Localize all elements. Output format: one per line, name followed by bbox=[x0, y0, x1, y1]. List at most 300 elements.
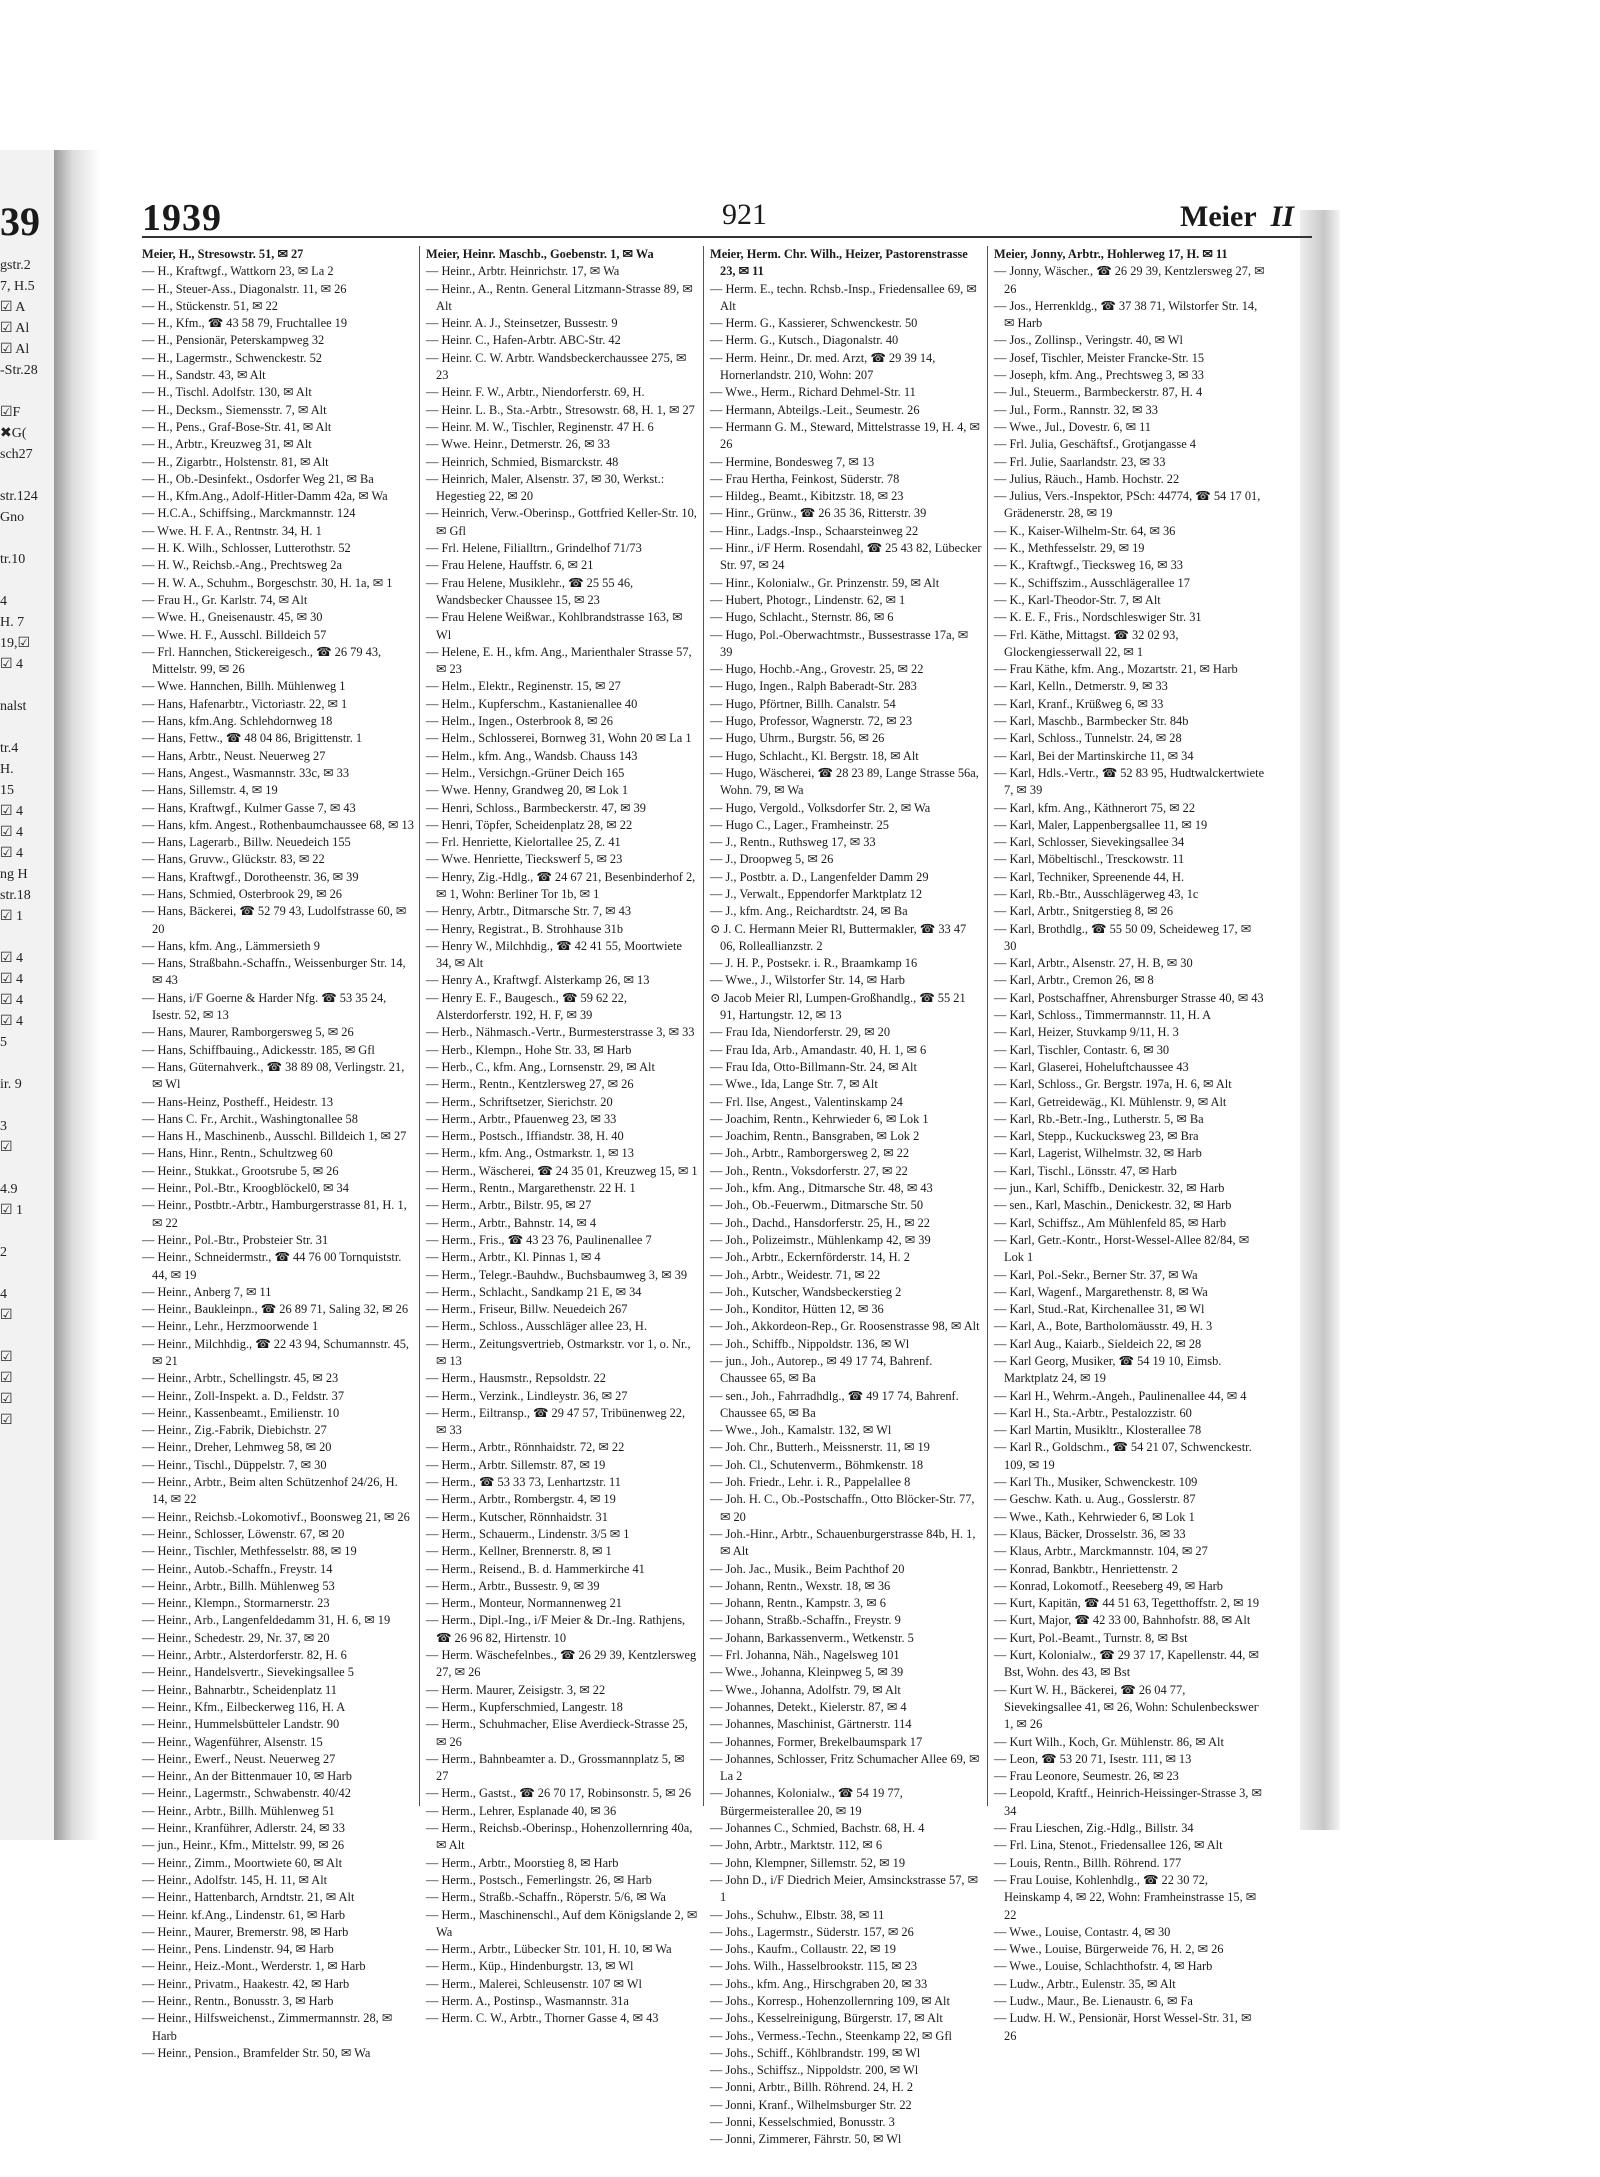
directory-entry: — Kurt, Kolonialw., ☎ 29 37 17, Kapellenstr. 44, ✉ Bst, Wohn. des 43, ✉ Bst bbox=[994, 1648, 1259, 1680]
directory-entry: — Joh., Arbtr., Ramborgersweg 2, ✉ 22 bbox=[710, 1146, 910, 1161]
directory-entry: — Johannes, Schlosser, Fritz Schumacher Allee 69, ✉ La 2 bbox=[710, 1751, 980, 1784]
directory-entry: — Frau Helene Weißwar., Kohlbrandstrasse 163, ✉ Wl bbox=[426, 610, 683, 642]
directory-entry: — Joh., Dachd., Hansdorferstr. 25, H., ✉ 22 bbox=[710, 1215, 930, 1230]
directory-entry: — Karl, Stepp., Kuckucksweg 23, ✉ Bra bbox=[994, 1129, 1199, 1144]
directory-entry: — Karl, Stud.-Rat, Kirchenallee 31, ✉ Wl bbox=[994, 1302, 1205, 1317]
directory-entry: — Karl, Bei der Martinskirche 11, ✉ 34 bbox=[994, 748, 1194, 763]
directory-entry: — Heinrich, Verw.-Oberinsp., Gottfried Keller-Str. 10, ✉ Gfl bbox=[426, 506, 697, 538]
directory-entry: — John, Arbtr., Marktstr. 112, ✉ 6 bbox=[710, 1838, 883, 1853]
directory-entry: — Heinr., Baukleinpn., ☎ 26 89 71, Saling 32, ✉ 26 bbox=[142, 1302, 409, 1317]
directory-entry: — Frau Helene, Musiklehr., ☎ 25 55 46, Wandsbecker Chaussee 15, ✉ 23 bbox=[426, 575, 634, 607]
directory-entry: — Herm., Lehrer, Esplanade 40, ✉ 36 bbox=[426, 1803, 617, 1818]
directory-entry: — jun., Heinr., Kfm., Mittelstr. 99, ✉ 26 bbox=[142, 1838, 345, 1853]
directory-entry: — Hugo, Pol.-Oberwachtmstr., Bussestrasse 17a, ✉ 39 bbox=[710, 627, 969, 659]
directory-entry: — Joachim, Rentn., Bansgraben, ✉ Lok 2 bbox=[710, 1129, 920, 1144]
directory-entry: — Jonny, Wäscher., ☎ 26 29 39, Kentzlersweg 27, ✉ 26 bbox=[994, 264, 1265, 296]
directory-entry: — Hans-Heinz, Postheff., Heidestr. 13 bbox=[142, 1094, 334, 1109]
directory-entry: — Johs., Vermess.-Techn., Steenkamp 22, ✉ Gfl bbox=[710, 2028, 952, 2043]
directory-entry: — Jonni, Kesselschmied, Bonusstr. 3 bbox=[710, 2115, 895, 2130]
directory-entry: — Herm., Schauerm., Lindenstr. 3/5 ✉ 1 bbox=[426, 1526, 630, 1541]
directory-entry: — Hans, kfm. Ang., Lämmersieth 9 bbox=[142, 938, 320, 953]
directory-entry: — Heinr., Bahnarbtr., Scheidenplatz 11 bbox=[142, 1682, 337, 1697]
directory-entry: — Hinr., Grünw., ☎ 26 35 36, Ritterstr. 39 bbox=[710, 506, 927, 521]
directory-entry: — Ludw., Maur., Be. Lienaustr. 6, ✉ Fa bbox=[994, 1993, 1193, 2008]
directory-entry: — Hans, Arbtr., Neust. Neuerweg 27 bbox=[142, 748, 326, 763]
directory-column-2 bbox=[426, 246, 704, 2026]
directory-entry: — Heinr., Arbtr., Beim alten Schützenhof 24/26, H. 14, ✉ 22 bbox=[142, 1475, 398, 1507]
previous-page-year: 39 bbox=[0, 199, 40, 244]
directory-entry: — Karl, Kranf., Krüßweg 6, ✉ 33 bbox=[994, 696, 1164, 711]
directory-entry: — Herm., Monteur, Normannenweg 21 bbox=[426, 1596, 622, 1611]
directory-entry: — Karl, Techniker, Spreenende 44, H. bbox=[994, 869, 1185, 884]
directory-entry: — Herm., Rentn., Kentzlersweg 27, ✉ 26 bbox=[426, 1077, 634, 1092]
directory-column-3 bbox=[710, 246, 988, 2147]
directory-entry: — K., Methfesselstr. 29, ✉ 19 bbox=[994, 541, 1145, 556]
directory-entry: — Karl H., Wehrm.-Angeh., Paulinenallee 44, ✉ 4 bbox=[994, 1388, 1247, 1403]
directory-entry: — Joh., Arbtr., Eckernförderstr. 14, H. 2 bbox=[710, 1250, 910, 1265]
directory-entry: — Joh. Chr., Butterh., Meissnerstr. 11, ✉ 19 bbox=[710, 1440, 930, 1455]
directory-entry: — Joh., Arbtr., Weidestr. 71, ✉ 22 bbox=[710, 1267, 881, 1282]
directory-entry: — Heinr. kf.Ang., Lindenstr. 61, ✉ Harb bbox=[142, 1907, 346, 1922]
directory-entry: — Herm., Arbtr., Lübecker Str. 101, H. 10, ✉ Wa bbox=[426, 1942, 672, 1957]
directory-entry: — Heinr., Zimm., Moortwiete 60, ✉ Alt bbox=[142, 1855, 343, 1870]
directory-entry: — Heinr., A., Rentn. General Litzmann-Strasse 89, ✉ Alt bbox=[426, 281, 693, 313]
directory-entry: — Jos., Herrenkldg., ☎ 37 38 71, Wilstorfer Str. 14, ✉ Harb bbox=[994, 298, 1258, 331]
directory-entry: — sen., Joh., Fahrradhdlg., ☎ 49 17 74, Bahrenf. Chaussee 65, ✉ Ba bbox=[710, 1388, 959, 1420]
directory-entry: — Heinr., Lagermstr., Schwabenstr. 40/42 bbox=[142, 1786, 351, 1801]
directory-entry: — Heinr., Kassenbeamt., Emilienstr. 10 bbox=[142, 1405, 340, 1420]
directory-entry: — Klaus, Arbtr., Marckmannstr. 104, ✉ 27 bbox=[994, 1544, 1208, 1559]
directory-entry: — Wwe., Louise, Bürgerweide 76, H. 2, ✉ 26 bbox=[994, 1942, 1224, 1957]
directory-entry: — Hans, Lagerarb., Billw. Neuedeich 155 bbox=[142, 835, 351, 850]
directory-entry: — Frau Helene, Hauffstr. 6, ✉ 21 bbox=[426, 558, 594, 573]
directory-entry: — Wwe. H. F., Ausschl. Billdeich 57 bbox=[142, 627, 327, 642]
directory-entry: — H. W., Reichsb.-Ang., Prechtsweg 2a bbox=[142, 558, 342, 573]
directory-entry: — Herm., Postsch., Iffiandstr. 38, H. 40 bbox=[426, 1129, 624, 1144]
directory-entry: — Karl, Getreidewäg., Kl. Mühlenstr. 9, ✉ Alt bbox=[994, 1094, 1227, 1109]
directory-entry: — Hermine, Bondesweg 7, ✉ 13 bbox=[710, 454, 875, 469]
directory-entry: — Kurt Wilh., Koch, Gr. Mühlenstr. 86, ✉ Alt bbox=[994, 1734, 1224, 1749]
directory-entry: — Hans, kfm. Angest., Rothenbaumchaussee 68, ✉ 13 bbox=[142, 817, 414, 832]
previous-page-edge-text: gstr.2 7, H.5 ☑ A ☑ Al ☑ Al -Str.28 ☑F ✖G( sch27 str.124 Gno tr.10 4 H. 7 19,☑ ☑ 4 nalst tr.4 H. 15 ☑ 4 ☑ 4 ☑ 4 ng H str.18 ☑ 1 ☑ 4 ☑ 4 ☑ 4 ☑ 4 5 ir. 9 3 ☑ 4.9 ☑ 1 2 4 ☑ ☑ ☑ ☑ ☑ bbox=[0, 258, 38, 1428]
directory-entry: — Johannes C., Schmied, Bachstr. 68, H. 4 bbox=[710, 1821, 925, 1836]
directory-entry: — Herm., Friseur, Billw. Neuedeich 267 bbox=[426, 1302, 628, 1317]
directory-entry: — Heinr., Stukkat., Grootsrube 5, ✉ 26 bbox=[142, 1163, 339, 1178]
volume-number: II bbox=[1270, 200, 1294, 233]
directory-entry: — Herm., ☎ 53 33 73, Lenhartzstr. 11 bbox=[426, 1475, 621, 1490]
directory-entry: — H., Arbtr., Kreuzweg 31, ✉ Alt bbox=[142, 437, 312, 452]
directory-entry: ⊙ Jacob Meier Rl, Lumpen-Großhandlg., ☎ 55 21 91, Hartungstr. 12, ✉ 13 bbox=[710, 990, 966, 1023]
directory-entry: — Hans, Kraftwgf., Kulmer Gasse 7, ✉ 43 bbox=[142, 800, 356, 815]
directory-entry: — Henri, Töpfer, Scheidenplatz 28, ✉ 22 bbox=[426, 817, 633, 832]
directory-entry: — Helm., Ingen., Osterbrook 8, ✉ 26 bbox=[426, 714, 613, 729]
directory-entry: — K., Karl-Theodor-Str. 7, ✉ Alt bbox=[994, 592, 1161, 607]
directory-entry: — Frau Ida, Arb., Amandastr. 40, H. 1, ✉ 6 bbox=[710, 1042, 927, 1057]
directory-entry: — H., Stückenstr. 51, ✉ 22 bbox=[142, 298, 279, 313]
directory-entry: Meier, H., Stresowstr. 51, ✉ 27 bbox=[142, 247, 304, 261]
directory-entry: — Jonni, Kranf., Wilhelmsburger Str. 22 bbox=[710, 2097, 912, 2112]
directory-entry: — J., kfm. Ang., Reichardtstr. 24, ✉ Ba bbox=[710, 904, 908, 919]
directory-entry: — Karl Aug., Kaiarb., Sieldeich 22, ✉ 28 bbox=[994, 1336, 1202, 1351]
directory-entry: — Hugo C., Lager., Framheinstr. 25 bbox=[710, 817, 889, 832]
directory-entry: — Hans, Hafenarbtr., Victoriastr. 22, ✉ 1 bbox=[142, 696, 348, 711]
directory-entry: — Wwe., Johanna, Adolfstr. 79, ✉ Alt bbox=[710, 1682, 901, 1697]
directory-entry: — Heinr., Wagenführer, Alsenstr. 15 bbox=[142, 1734, 323, 1749]
directory-entry: — Hans, i/F Goerne & Harder Nfg. ☎ 53 35 24, Isestr. 52, ✉ 13 bbox=[142, 990, 387, 1023]
directory-entry: — Joh. H. C., Ob.-Postschaffn., Otto Blöcker-Str. 77, ✉ 20 bbox=[710, 1492, 975, 1524]
directory-entry: — Heinr., Schedestr. 29, Nr. 37, ✉ 20 bbox=[142, 1630, 330, 1645]
directory-entry: — Herm., Straßb.-Schaffn., Röperstr. 5/6, ✉ Wa bbox=[426, 1890, 666, 1905]
directory-entry: — H., Tischl. Adolfstr. 130, ✉ Alt bbox=[142, 385, 312, 400]
directory-entry: — Wwe., Johanna, Kleinpweg 5, ✉ 39 bbox=[710, 1665, 904, 1680]
directory-entry: — Herm., Arbtr., Rönnhaidstr. 72, ✉ 22 bbox=[426, 1440, 625, 1455]
directory-entry: — Herm., Reichsb.-Oberinsp., Hohenzollernring 40a, ✉ Alt bbox=[426, 1821, 693, 1853]
directory-entry: — Johann, Rentn., Wexstr. 18, ✉ 36 bbox=[710, 1578, 891, 1593]
directory-entry: — Karl R., Goldschm., ☎ 54 21 07, Schwenckestr. 109, ✉ 19 bbox=[994, 1440, 1252, 1472]
directory-entry: — Henry, Registrat., B. Strohhause 31b bbox=[426, 921, 624, 936]
directory-entry: — Herm., Kupferschmied, Langestr. 18 bbox=[426, 1699, 623, 1714]
directory-entry: — H., Decksm., Siemensstr. 7, ✉ Alt bbox=[142, 402, 327, 417]
directory-entry: — Leopold, Kraftf., Heinrich-Heissinger-Strasse 3, ✉ 34 bbox=[994, 1786, 1262, 1818]
directory-entry: — Wwe., Louise, Contastr. 4, ✉ 30 bbox=[994, 1924, 1171, 1939]
directory-entry: — Hermann G. M., Steward, Mittelstrasse 19, H. 4, ✉ 26 bbox=[710, 419, 980, 452]
directory-entry: — Herm., Dipl.-Ing., i/F Meier & Dr.-Ing. Rathjens, ☎ 26 96 82, Hirtenstr. 10 bbox=[426, 1613, 686, 1645]
directory-entry: — Herm., Rentn., Margarethenstr. 22 H. 1 bbox=[426, 1181, 636, 1196]
directory-entry: — Johs., Lagermstr., Süderstr. 157, ✉ 26 bbox=[710, 1924, 914, 1939]
directory-entry: — Helm., Schlosserei, Bornweg 31, Wohn 20 ✉ La 1 bbox=[426, 731, 692, 746]
directory-entry: — Heinr., Rentn., Bonusstr. 3, ✉ Harb bbox=[142, 1993, 334, 2008]
directory-entry: — Geschw. Kath. u. Aug., Gosslerstr. 87 bbox=[994, 1492, 1196, 1507]
directory-entry: — Heinr., Arbtr., Billh. Mühlenweg 53 bbox=[142, 1578, 335, 1593]
directory-entry: — H., Steuer-Ass., Diagonalstr. 11, ✉ 26 bbox=[142, 281, 347, 296]
directory-entry: — Klaus, Bäcker, Drosselstr. 36, ✉ 33 bbox=[994, 1526, 1186, 1541]
directory-entry: — Karl, Schlosser, Sievekingsallee 34 bbox=[994, 835, 1185, 850]
directory-entry: — H., Pensionär, Peterskampweg 32 bbox=[142, 333, 325, 348]
directory-entry: — Herb., C., kfm. Ang., Lornsenstr. 29, ✉ Alt bbox=[426, 1059, 655, 1074]
directory-entry: — Hans, Angest., Wasmannstr. 33c, ✉ 33 bbox=[142, 765, 350, 780]
directory-entry: — jun., Joh., Autorep., ✉ 49 17 74, Bahrenf. Chaussee 65, ✉ Ba bbox=[710, 1354, 933, 1386]
page-year: 1939 bbox=[142, 197, 222, 239]
directory-entry: — K. E. F., Fris., Nordschleswiger Str. 31 bbox=[994, 610, 1202, 625]
directory-entry: — Herb., Klempn., Hohe Str. 33, ✉ Harb bbox=[426, 1042, 632, 1057]
directory-entry: — Joseph, kfm. Ang., Prechtsweg 3, ✉ 33 bbox=[994, 368, 1204, 383]
directory-entry: — Julius, Vers.-Inspektor, PSch: 44774, ☎ 54 17 01, Grädenerstr. 28, ✉ 19 bbox=[994, 489, 1261, 521]
directory-entry: — Herm. Heinr., Dr. med. Arzt, ☎ 29 39 14, Hornerlandstr. 210, Wohn: 207 bbox=[710, 350, 936, 383]
directory-entry: ⊙ J. C. Hermann Meier Rl, Buttermakler, ☎ 33 47 06, Rolleallianzstr. 2 bbox=[710, 921, 967, 953]
directory-entry: Meier, Herm. Chr. Wilh., Heizer, Pastorenstrasse 23, ✉ 11 bbox=[710, 247, 968, 279]
directory-entry: — H., Zigarbtr., Holstenstr. 81, ✉ Alt bbox=[142, 454, 329, 469]
directory-entry: — Frl. Julie, Saarlandstr. 23, ✉ 33 bbox=[994, 454, 1166, 469]
directory-entry: — Hugo, Professor, Wagnerstr. 72, ✉ 23 bbox=[710, 714, 913, 729]
directory-entry: — Jul., Steuerm., Barmbeckerstr. 87, H. 4 bbox=[994, 385, 1203, 400]
directory-entry: — Frl. Hannchen, Stickereigesch., ☎ 26 79 43, Mittelstr. 99, ✉ 26 bbox=[142, 644, 382, 677]
directory-entry: — Herm., Eiltransp., ☎ 29 47 57, Tribünenweg 22, ✉ 33 bbox=[426, 1405, 686, 1438]
directory-column-1 bbox=[142, 246, 420, 2060]
directory-entry: — Hubert, Photogr., Lindenstr. 62, ✉ 1 bbox=[710, 592, 906, 607]
directory-entry: — Herm. G., Kutsch., Diagonalstr. 40 bbox=[710, 333, 899, 348]
directory-entry: — H., Sandstr. 43, ✉ Alt bbox=[142, 368, 266, 383]
directory-entry: — Heinr., Handelsvertr., Sievekingsallee 5 bbox=[142, 1665, 354, 1680]
directory-entry: — Helm., kfm. Ang., Wandsb. Chauss 143 bbox=[426, 748, 638, 763]
directory-entry: — Herm., Arbtr., Pfauenweg 23, ✉ 33 bbox=[426, 1111, 617, 1126]
directory-entry: — Heinr. A. J., Steinsetzer, Bussestr. 9 bbox=[426, 316, 618, 331]
directory-entry: — Johs., Kesselreinigung, Bürgerstr. 17, ✉ Alt bbox=[710, 2011, 943, 2026]
directory-entry: — Karl, Arbtr., Snitgerstieg 8, ✉ 26 bbox=[994, 904, 1174, 919]
directory-entry: — K., Kaiser-Wilhelm-Str. 64, ✉ 36 bbox=[994, 523, 1176, 538]
directory-entry: — Wwe. Henriette, Tieckswerf 5, ✉ 23 bbox=[426, 852, 623, 867]
directory-entry: — J., Droopweg 5, ✉ 26 bbox=[710, 852, 834, 867]
directory-entry: — Kurt W. H., Bäckerei, ☎ 26 04 77, Sievekingsallee 41, ✉ 26, Wohn: Schulenbeckswег 1, ✉ 26 bbox=[994, 1682, 1259, 1732]
directory-entry: — Herm., Gastst., ☎ 26 70 17, Robinsonstr. 5, ✉ 26 bbox=[426, 1786, 692, 1801]
directory-entry: — Johann, Barkassenverm., Wetkenstr. 5 bbox=[710, 1630, 914, 1645]
directory-entry: — Karl H., Sta.-Arbtr., Pestalozzistr. 60 bbox=[994, 1405, 1192, 1420]
directory-entry: — Frau Louise, Kohlenhdlg., ☎ 22 30 72, Heinskamp 4, ✉ 22, Wohn: Framheinstrasse 15, ✉ 22 bbox=[994, 1872, 1257, 1922]
directory-entry: — Henry, Arbtr., Ditmarsche Str. 7, ✉ 43 bbox=[426, 904, 632, 919]
directory-entry: — Karl, Pol.-Sekr., Berner Str. 37, ✉ Wa bbox=[994, 1267, 1198, 1282]
directory-entry: — Wwe. Hannchen, Billh. Mühlenweg 1 bbox=[142, 679, 346, 694]
directory-entry: — H., Lagermstr., Schwenckestr. 52 bbox=[142, 350, 322, 365]
page-title bbox=[1180, 200, 1294, 234]
directory-entry: — Hans, Güternahverk., ☎ 38 89 08, Verlingstr. 21, ✉ Wl bbox=[142, 1059, 405, 1092]
directory-entry: — H., Kfm.Ang., Adolf-Hitler-Damm 42a, ✉ Wa bbox=[142, 489, 388, 504]
directory-entry: — H.C.A., Schiffsing., Marckmannstr. 124 bbox=[142, 506, 356, 521]
directory-entry: — Hans, Sillemstr. 4, ✉ 19 bbox=[142, 783, 278, 798]
directory-entry: — Karl, Lagerist, Wilhelmstr. 32, ✉ Harb bbox=[994, 1146, 1202, 1161]
directory-entry: — Heinr., Tischl., Düppelstr. 7, ✉ 30 bbox=[142, 1457, 327, 1472]
directory-entry: — Heinr., Dreher, Lehmweg 58, ✉ 20 bbox=[142, 1440, 332, 1455]
directory-entry: — K., Kraftwgf., Tiecksweg 16, ✉ 33 bbox=[994, 558, 1183, 573]
directory-entry: — K., Schiffszim., Ausschlägerallee 17 bbox=[994, 575, 1190, 590]
directory-entry: — Heinr. C., Hafen-Arbtr. ABC-Str. 42 bbox=[426, 333, 621, 348]
directory-entry: — Herm., Verzink., Lindleystr. 36, ✉ 27 bbox=[426, 1388, 628, 1403]
directory-entry: — Karl, A., Bote, Bartholomäusstr. 49, H. 3 bbox=[994, 1319, 1213, 1334]
directory-entry: — Karl, Brothdlg., ☎ 55 50 09, Scheideweg 17, ✉ 30 bbox=[994, 921, 1252, 953]
directory-entry: — Heinr. M. W., Tischler, Reginenstr. 47 H. 6 bbox=[426, 419, 654, 434]
directory-entry: — Karl, Maschb., Barmbecker Str. 84b bbox=[994, 714, 1189, 729]
directory-entry: — Herm., Arbtr., Bussestr. 9, ✉ 39 bbox=[426, 1578, 600, 1593]
directory-entry: — Hugo, Wäscherei, ☎ 28 23 89, Lange Strasse 56a, Wohn. 79, ✉ Wa bbox=[710, 765, 979, 798]
directory-entry: — Johann, Straßb.-Schaffn., Freystr. 9 bbox=[710, 1613, 901, 1628]
directory-entry: — Heinr. C. W. Arbtr. Wandsbeckerchaussee 275, ✉ 23 bbox=[426, 350, 687, 383]
directory-entry: — Heinr. L. B., Sta.-Arbtr., Stresowstr. 68, H. 1, ✉ 27 bbox=[426, 402, 695, 417]
directory-entry: — John, Klempner, Sillemstr. 52, ✉ 19 bbox=[710, 1855, 906, 1870]
directory-entry: — Heinr., Anberg 7, ✉ 11 bbox=[142, 1284, 272, 1299]
directory-entry: — Joh., Rentn., Voksdorferstr. 27, ✉ 22 bbox=[710, 1163, 908, 1178]
directory-entry: — Henri, Schloss., Barmbeckerstr. 47, ✉ 39 bbox=[426, 800, 646, 815]
directory-entry: — Karl, Schloss., Timmermannstr. 11, H. A bbox=[994, 1008, 1212, 1023]
directory-entry: — Heinr., Arbtr., Schellingstr. 45, ✉ 23 bbox=[142, 1371, 339, 1386]
directory-entry: — Heinr., Milchhdig., ☎ 22 43 94, Schumannstr. 45, ✉ 21 bbox=[142, 1336, 410, 1368]
directory-entry: — Herm., Schuhmacher, Elise Averdieck-Strasse 25, ✉ 26 bbox=[426, 1717, 688, 1749]
directory-entry: — Heinr., Lehr., Herzmoorwende 1 bbox=[142, 1319, 319, 1334]
directory-entry: — Karl, Rb.-Betr.-Ing., Lutherstr. 5, ✉ Ba bbox=[994, 1111, 1204, 1126]
directory-entry: — Heinr., Pol.-Btr., Kroogblöckel0, ✉ 34 bbox=[142, 1181, 349, 1196]
directory-entry: — Karl, Arbtr., Cremon 26, ✉ 8 bbox=[994, 973, 1154, 988]
directory-entry: — Karl, Schiffsz., Am Mühlenfeld 85, ✉ Harb bbox=[994, 1215, 1227, 1230]
directory-entry: — Henry E. F., Baugesch., ☎ 59 62 22, Alsterdorferstr. 192, H. F, ✉ 39 bbox=[426, 990, 627, 1023]
directory-entry: — J., Postbtr. a. D., Langenfelder Damm 29 bbox=[710, 869, 929, 884]
directory-entry: — Hans, Schiffbauing., Adickesstr. 185, ✉ Gfl bbox=[142, 1042, 375, 1057]
directory-entry: — Hinr., Kolonialw., Gr. Prinzenstr. 59, ✉ Alt bbox=[710, 575, 940, 590]
directory-entry: — Joh. Jac., Musik., Beim Pachthof 20 bbox=[710, 1561, 905, 1576]
directory-entry: — Henry A., Kraftwgf. Alsterkamp 26, ✉ 13 bbox=[426, 973, 650, 988]
directory-entry: — Heinrich, Maler, Alsenstr. 37, ✉ 30, Werkst.: Hegestieg 22, ✉ 20 bbox=[426, 471, 665, 504]
directory-entry: — Hans, kfm.Ang. Schlehdornweg 18 bbox=[142, 714, 333, 729]
directory-entry: — Wwe., J., Wilstorfer Str. 14, ✉ Harb bbox=[710, 973, 905, 988]
directory-entry: — Herm. G., Kassierer, Schwenckestr. 50 bbox=[710, 316, 918, 331]
directory-entry: — Frl. Helene, Filialltrn., Grindelhof 71/73 bbox=[426, 541, 642, 556]
directory-entry: — Hinr., i/F Herm. Rosendahl, ☎ 25 43 82, Lübecker Str. 97, ✉ 24 bbox=[710, 541, 982, 573]
directory-entry: — Heinr., Kranführer, Adlerstr. 24, ✉ 33 bbox=[142, 1821, 345, 1836]
directory-entry: — H., Kfm., ☎ 43 58 79, Fruchtallee 19 bbox=[142, 316, 348, 331]
directory-entry: — Herm., Fris., ☎ 43 23 76, Paulinenallee 7 bbox=[426, 1232, 652, 1247]
directory-entry: — Hermann, Abteilgs.-Leit., Seumestr. 26 bbox=[710, 402, 920, 417]
directory-entry: — Karl, Tischl., Lönsstr. 47, ✉ Harb bbox=[994, 1163, 1177, 1178]
directory-entry: — Karl Th., Musiker, Schwenckestr. 109 bbox=[994, 1475, 1198, 1490]
directory-entry: — Wwe. H., Gneisenaustr. 45, ✉ 30 bbox=[142, 610, 323, 625]
directory-entry: — Johannes, Detekt., Kielerstr. 87, ✉ 4 bbox=[710, 1699, 907, 1714]
directory-entry: — Heinr., Ewerf., Neust. Neuerweg 27 bbox=[142, 1751, 336, 1766]
directory-entry: — Herm., Bahnbeamter a. D., Grossmannplatz 5, ✉ 27 bbox=[426, 1751, 685, 1784]
directory-entry: — Hugo, Hochb.-Ang., Grovestr. 25, ✉ 22 bbox=[710, 662, 924, 677]
directory-entry: — jun., Karl, Schiffb., Denickestr. 32, ✉ Harb bbox=[994, 1181, 1225, 1196]
directory-entry: — Joh.-Hinr., Arbtr., Schauenburgerstrasse 84b, H. 1, ✉ Alt bbox=[710, 1526, 976, 1559]
directory-entry: — Wwe., Ida, Lange Str. 7, ✉ Alt bbox=[710, 1077, 878, 1092]
directory-entry: — H. W. A., Schuhm., Borgeschstr. 30, H. 1a, ✉ 1 bbox=[142, 575, 393, 590]
directory-entry: — Heinr., Hilfsweichenst., Zimmermannstr. 28, ✉ Harb bbox=[142, 2011, 393, 2043]
directory-entry: — Josef, Tischler, Meister Francke-Str. 15 bbox=[994, 350, 1205, 365]
directory-entry: — Hildeg., Beamt., Kibitzstr. 18, ✉ 23 bbox=[710, 489, 904, 504]
directory-entry: — Joh., Kutscher, Wandsbeckerstieg 2 bbox=[710, 1284, 902, 1299]
directory-entry: — Joachim, Rentn., Kehrwieder 6, ✉ Lok 1 bbox=[710, 1111, 929, 1126]
directory-entry: Meier, Heinr. Maschb., Goebenstr. 1, ✉ Wa bbox=[426, 247, 654, 261]
directory-entry: — Helm., Versichgn.-Grüner Deich 165 bbox=[426, 765, 625, 780]
directory-entry: — Wwe., Jul., Dovestr. 6, ✉ 11 bbox=[994, 419, 1151, 434]
directory-entry: — Karl Georg, Musiker, ☎ 54 19 10, Eimsb. Marktplatz 24, ✉ 19 bbox=[994, 1354, 1222, 1386]
directory-entry: — Karl, Hdls.-Vertr., ☎ 52 83 95, Hudtwalckertwiete 7, ✉ 39 bbox=[994, 765, 1265, 798]
directory-entry: — Karl, Glaserei, Hoheluftchaussee 43 bbox=[994, 1059, 1189, 1074]
directory-entry: — Julius, Räuch., Hamb. Hochstr. 22 bbox=[994, 471, 1180, 486]
directory-entry: — Herm., Arbtr., Rombergstr. 4, ✉ 19 bbox=[426, 1492, 616, 1507]
directory-entry: — Johs., Korresp., Hohenzollernring 109, ✉ Alt bbox=[710, 1993, 950, 2008]
directory-entry: — Frl. Ilse, Angest., Valentinskamp 24 bbox=[710, 1094, 903, 1109]
directory-entry: — Herm., Schlacht., Sandkamp 21 E, ✉ 34 bbox=[426, 1284, 642, 1299]
surname-heading: Meier bbox=[1180, 200, 1257, 233]
page-header bbox=[142, 196, 1312, 238]
directory-page bbox=[86, 196, 1326, 2147]
directory-entry: — H., Kraftwgf., Wattkorn 23, ✉ La 2 bbox=[142, 264, 334, 279]
directory-entry: — Leon, ☎ 53 20 71, Isestr. 111, ✉ 13 bbox=[994, 1751, 1192, 1766]
directory-entry: — Heinr., Pension., Bramfelder Str. 50, ✉ Wa bbox=[142, 2045, 371, 2060]
directory-entry: — Johs., Schuhw., Elbstr. 38, ✉ 11 bbox=[710, 1907, 885, 1922]
directory-entry: — Herm. A., Postinsp., Wasmannstr. 31a bbox=[426, 1993, 629, 2008]
directory-entry: — Karl, Schloss., Tunnelstr. 24, ✉ 28 bbox=[994, 731, 1182, 746]
directory-entry: — Frau Leonore, Seumestr. 26, ✉ 23 bbox=[994, 1769, 1179, 1784]
directory-entry: — Johs., Schiff., Köhlbrandstr. 199, ✉ Wl bbox=[710, 2045, 921, 2060]
directory-entry: — Hugo, Schlacht., Sternstr. 86, ✉ 6 bbox=[710, 610, 894, 625]
directory-entry: — Konrad, Lokomotf., Reeseberg 49, ✉ Harb bbox=[994, 1578, 1224, 1593]
directory-entry: — Heinr., Pens. Lindenstr. 94, ✉ Harb bbox=[142, 1942, 334, 1957]
directory-entry: — Frau Ida, Otto-Billmann-Str. 24, ✉ Alt bbox=[710, 1059, 917, 1074]
directory-entry: — Heinr., Autob.-Schaffn., Freystr. 14 bbox=[142, 1561, 333, 1576]
directory-entry: — H. K. Wilh., Schlosser, Lutterothstr. 52 bbox=[142, 541, 351, 556]
directory-entry: — Hans, Straßbahn.-Schaffn., Weissenburger Str. 14, ✉ 43 bbox=[142, 956, 406, 988]
directory-entry: — Karl, Rb.-Btr., Ausschlägerweg 43, 1c bbox=[994, 886, 1199, 901]
directory-entry: — Heinr., Maurer, Bremerstr. 98, ✉ Harb bbox=[142, 1924, 349, 1939]
directory-entry: — Heinr., Privatm., Haakestr. 42, ✉ Harb bbox=[142, 1976, 350, 1991]
directory-entry: — Hinr., Ladgs.-Insp., Schaarsteinweg 22 bbox=[710, 523, 919, 538]
directory-entry: — Heinr., Arbtr., Alsterdorferstr. 82, H. 6 bbox=[142, 1648, 347, 1663]
directory-entry: — Heinr., Adolfstr. 145, H. 11, ✉ Alt bbox=[142, 1872, 328, 1887]
directory-entry: — Heinr., Arbtr., Billh. Mühlenweg 51 bbox=[142, 1803, 335, 1818]
directory-entry: — Herm., Hausmstr., Repsoldstr. 22 bbox=[426, 1371, 607, 1386]
directory-entry: — Johannes, Kolonialw., ☎ 54 19 77, Bürgermeisterallee 20, ✉ 19 bbox=[710, 1786, 903, 1818]
directory-entry: — Wwe., Louise, Schlachthofstr. 4, ✉ Harb bbox=[994, 1959, 1213, 1974]
directory-entry: — Helene, E. H., kfm. Ang., Marienthaler Strasse 57, ✉ 23 bbox=[426, 644, 692, 677]
directory-entry: — Hans, Gruvw., Glückstr. 83, ✉ 22 bbox=[142, 852, 325, 867]
directory-entry: — Louis, Rentn., Billh. Röhrend. 177 bbox=[994, 1855, 1182, 1870]
directory-entry: — Karl, Heizer, Stuvkamp 9/11, H. 3 bbox=[994, 1025, 1179, 1040]
directory-entry: — Herm., Schloss., Ausschläger allee 23, H. bbox=[426, 1319, 647, 1334]
directory-entry: — Johs., Kaufm., Collaustr. 22, ✉ 19 bbox=[710, 1942, 896, 1957]
directory-entry: — Herm., Malerei, Schleusenstr. 107 ✉ Wl bbox=[426, 1976, 642, 1991]
directory-entry: — Herm., Arbtr., Kl. Pinnas 1, ✉ 4 bbox=[426, 1250, 601, 1265]
directory-entry: — Ludw. H. W., Pensionär, Horst Wessel-Str. 31, ✉ 26 bbox=[994, 2011, 1252, 2043]
directory-entry: — Hugo, Uhrm., Burgstr. 56, ✉ 26 bbox=[710, 731, 885, 746]
directory-entry: — Heinr., Schneidermstr., ☎ 44 76 00 Tornquiststr. 44, ✉ 19 bbox=[142, 1250, 402, 1282]
directory-entry: — Heinr., Arbtr. Heinrichstr. 17, ✉ Wa bbox=[426, 264, 620, 279]
directory-entry: — Herm., Postsch., Femerlingstr. 26, ✉ Harb bbox=[426, 1872, 652, 1887]
directory-entry: — Frl. Henriette, Kielortallee 25, Z. 41 bbox=[426, 835, 621, 850]
directory-entry: — Heinr., An der Bittenmauer 10, ✉ Harb bbox=[142, 1769, 352, 1784]
directory-entry: — Herb., Nähmasch.-Vertr., Burmesterstrasse 3, ✉ 33 bbox=[426, 1025, 695, 1040]
directory-entry: — Karl, Wagenf., Margarethenstr. 8, ✉ Wa bbox=[994, 1284, 1208, 1299]
directory-entry: — Helm., Kupferschm., Kastanienallee 40 bbox=[426, 696, 638, 711]
directory-entry: — Frau Hertha, Feinkost, Süderstr. 78 bbox=[710, 471, 900, 486]
directory-entry: — Joh. Friedr., Lehr. i. R., Pappelallee 8 bbox=[710, 1475, 911, 1490]
directory-entry: — Herm., Arbtr., Bahnstr. 14, ✉ 4 bbox=[426, 1215, 597, 1230]
directory-entry: — Joh. Cl., Schutenverm., Böhmkenstr. 18 bbox=[710, 1457, 924, 1472]
directory-entry: — Joh., Schiffb., Nippoldstr. 136, ✉ Wl bbox=[710, 1336, 910, 1351]
directory-entry: — H., Pens., Graf-Bose-Str. 41, ✉ Alt bbox=[142, 419, 332, 434]
directory-entry: — Hugo, Ingen., Ralph Baberadt-Str. 283 bbox=[710, 679, 917, 694]
directory-entry: — Hans, Schmied, Osterbrook 29, ✉ 26 bbox=[142, 886, 343, 901]
directory-entry: — Herm. C. W., Arbtr., Thorner Gasse 4, ✉ 43 bbox=[426, 2011, 659, 2026]
directory-entry: — Hans H., Maschinenb., Ausschl. Billdeich 1, ✉ 27 bbox=[142, 1129, 407, 1144]
directory-entry: — Frau Lieschen, Zig.-Hdlg., Billstr. 34 bbox=[994, 1821, 1194, 1836]
directory-entry: — Helm., Elektr., Reginenstr. 15, ✉ 27 bbox=[426, 679, 621, 694]
directory-entry: — Jonni, Arbtr., Billh. Röhrend. 24, H. 2 bbox=[710, 2080, 914, 2095]
directory-entry: — Hugo, Pförtner, Billh. Canalstr. 54 bbox=[710, 696, 896, 711]
directory-entry: — Wwe., Kath., Kehrwieder 6, ✉ Lok 1 bbox=[994, 1509, 1195, 1524]
directory-entry: — Herm., Reisend., B. d. Hammerkirche 41 bbox=[426, 1561, 645, 1576]
directory-entry: — Herm., Maschinenschl., Auf dem Königslande 2, ✉ Wa bbox=[426, 1907, 698, 1939]
directory-entry: — J., Rentn., Ruthsweg 17, ✉ 33 bbox=[710, 835, 876, 850]
directory-entry: — Hugo, Vergold., Volksdorfer Str. 2, ✉ Wa bbox=[710, 800, 931, 815]
directory-entry: — Herm., Arbtr., Moorstieg 8, ✉ Harb bbox=[426, 1855, 619, 1870]
directory-entry: — Johannes, Former, Brekelbaumspark 17 bbox=[710, 1734, 923, 1749]
directory-entry: — Heinr., Tischler, Methfesselstr. 88, ✉ 19 bbox=[142, 1544, 357, 1559]
directory-entry: — Karl Martin, Musikltr., Klosterallee 78 bbox=[994, 1423, 1202, 1438]
directory-entry: — Kurt, Pol.-Beamt., Turnstr. 8, ✉ Bst bbox=[994, 1630, 1188, 1645]
directory-entry: — Hans, Maurer, Ramborgersweg 5, ✉ 26 bbox=[142, 1025, 354, 1040]
directory-entry: — Herm. Wäschefelnbes., ☎ 26 29 39, Kentzlersweg 27, ✉ 26 bbox=[426, 1648, 697, 1680]
directory-entry: — Henry, Zig.-Hdlg., ☎ 24 67 21, Besenbinderhof 2, ✉ 1, Wohn: Berliner Tor 1b, ✉ 1 bbox=[426, 869, 696, 901]
directory-entry: — Heinr. F. W., Arbtr., Niendorferstr. 69, H. bbox=[426, 385, 645, 400]
directory-entry: — Karl, Getr.-Kontr., Horst-Wessel-Allee 82/84, ✉ Lok 1 bbox=[994, 1232, 1250, 1265]
directory-entry: — Johannes, Maschinist, Gärtnerstr. 114 bbox=[710, 1717, 912, 1732]
directory-entry: — Herm., Kellner, Brennerstr. 8, ✉ 1 bbox=[426, 1544, 612, 1559]
